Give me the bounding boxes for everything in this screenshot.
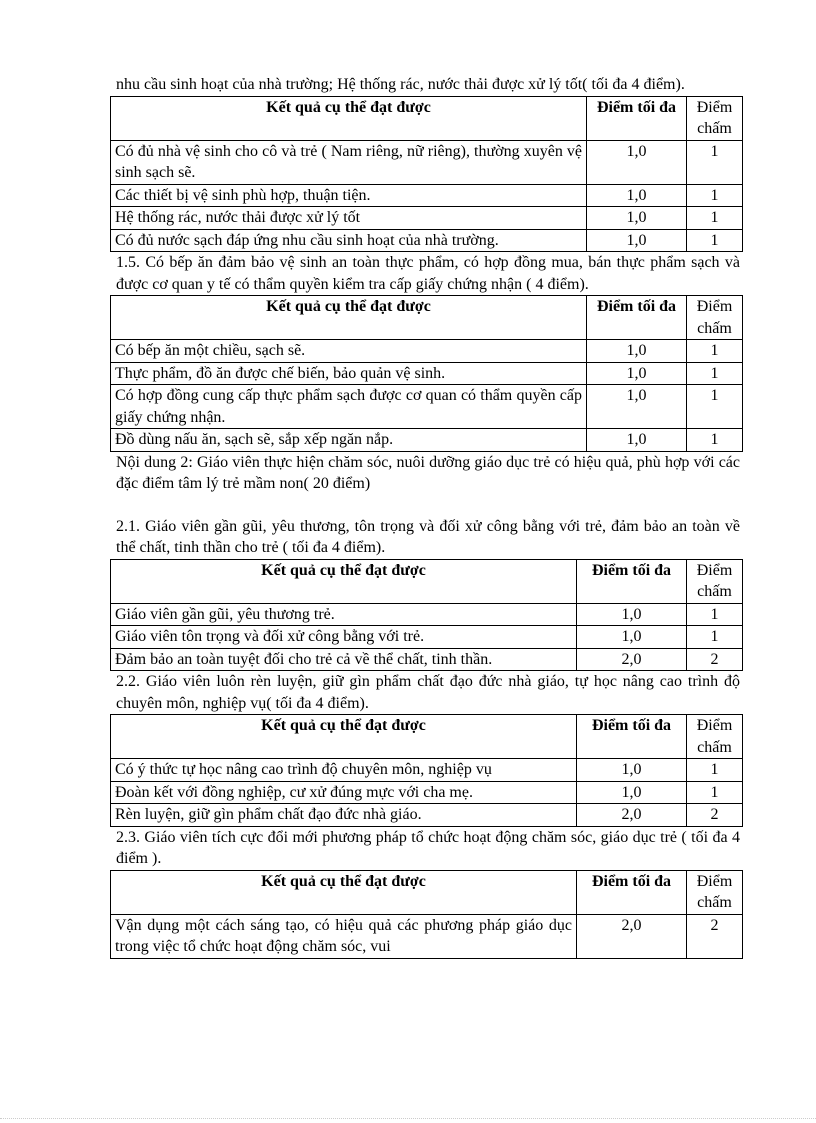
header-max-score: Điểm tối đa bbox=[577, 715, 687, 759]
row-criterion: Thực phẩm, đồ ăn được chế biến, bảo quản vệ sinh. bbox=[111, 362, 587, 385]
row-max-score: 1,0 bbox=[577, 781, 687, 804]
row-graded-score: 1 bbox=[687, 429, 743, 452]
table-row bbox=[111, 184, 743, 207]
row-graded-score: 1 bbox=[687, 340, 743, 363]
header-result: Kết quả cụ thể đạt được bbox=[111, 96, 587, 140]
row-criterion: Vận dụng một cách sáng tạo, có hiệu quả các phương pháp giáo dục trong việc tổ chức hoạt động chăm sóc, vui bbox=[111, 914, 577, 958]
header-result: Kết quả cụ thể đạt được bbox=[111, 715, 577, 759]
row-max-score: 1,0 bbox=[587, 229, 687, 252]
row-criterion: Có đủ nước sạch đáp ứng nhu cầu sinh hoạt của nhà trường. bbox=[111, 229, 587, 252]
row-graded-score: 1 bbox=[687, 184, 743, 207]
row-graded-score: 1 bbox=[687, 229, 743, 252]
row-max-score: 1,0 bbox=[587, 140, 687, 184]
row-graded-score: 1 bbox=[687, 603, 743, 626]
page-bottom-rule bbox=[0, 1118, 816, 1119]
header-graded-score: Điểm chấm bbox=[687, 296, 743, 340]
row-max-score: 2,0 bbox=[577, 804, 687, 827]
table-row bbox=[111, 140, 743, 184]
row-criterion: Đồ dùng nấu ăn, sạch sẽ, sắp xếp ngăn nắp. bbox=[111, 429, 587, 452]
content-2-heading: Nội dung 2: Giáo viên thực hiện chăm sóc, nuôi dưỡng giáo dục trẻ có hiệu quả, phù hợp với các đặc điểm tâm lý trẻ mầm non( 20 điểm) bbox=[116, 453, 740, 492]
section-2-3: 2.3. Giáo viên tích cực đổi mới phương pháp tổ chức hoạt động chăm sóc, giáo dục trẻ ( tối đa 4 điểm ). bbox=[116, 828, 740, 867]
table-teacher-care bbox=[110, 559, 743, 672]
table-header-row bbox=[111, 296, 743, 340]
row-criterion: Giáo viên tôn trọng và đối xử công bằng với trẻ. bbox=[111, 626, 577, 649]
table-row bbox=[111, 781, 743, 804]
document-page bbox=[116, 74, 740, 959]
row-max-score: 2,0 bbox=[577, 648, 687, 671]
table-header-row bbox=[111, 870, 743, 914]
table-row bbox=[111, 385, 743, 429]
table-row bbox=[111, 804, 743, 827]
table-teaching-methods bbox=[110, 870, 743, 959]
header-graded-score: Điểm chấm bbox=[687, 96, 743, 140]
table-sanitation bbox=[110, 96, 743, 253]
header-result: Kết quả cụ thể đạt được bbox=[111, 296, 587, 340]
row-graded-score: 1 bbox=[687, 759, 743, 782]
row-criterion: Có hợp đồng cung cấp thực phẩm sạch được cơ quan có thẩm quyền cấp giấy chứng nhận. bbox=[111, 385, 587, 429]
header-result: Kết quả cụ thể đạt được bbox=[111, 870, 577, 914]
row-criterion: Có bếp ăn một chiều, sạch sẽ. bbox=[111, 340, 587, 363]
table-row bbox=[111, 914, 743, 958]
table-row bbox=[111, 603, 743, 626]
row-criterion: Đoàn kết với đồng nghiệp, cư xử đúng mực với cha mẹ. bbox=[111, 781, 577, 804]
table-row bbox=[111, 229, 743, 252]
table-kitchen bbox=[110, 295, 743, 452]
row-max-score: 1,0 bbox=[577, 603, 687, 626]
table-row bbox=[111, 207, 743, 230]
table-header-row bbox=[111, 559, 743, 603]
row-graded-score: 1 bbox=[687, 362, 743, 385]
header-max-score: Điểm tối đa bbox=[577, 870, 687, 914]
row-criterion: Các thiết bị vệ sinh phù hợp, thuận tiện. bbox=[111, 184, 587, 207]
section-2-1: 2.1. Giáo viên gần gũi, yêu thương, tôn trọng và đối xử công bằng với trẻ, đảm bảo an toàn về thể chất, tinh thần cho trẻ ( tối đa 4 điểm). bbox=[116, 517, 740, 556]
table-row bbox=[111, 362, 743, 385]
row-graded-score: 2 bbox=[687, 804, 743, 827]
header-max-score: Điểm tối đa bbox=[587, 96, 687, 140]
section-2-2: 2.2. Giáo viên luôn rèn luyện, giữ gìn phẩm chất đạo đức nhà giáo, tự học nâng cao trình độ chuyên môn, nghiệp vụ( tối đa 4 điểm). bbox=[116, 673, 740, 712]
row-criterion: Có đủ nhà vệ sinh cho cô và trẻ ( Nam riêng, nữ riêng), thường xuyên vệ sinh sạch sẽ. bbox=[111, 140, 587, 184]
table-row bbox=[111, 648, 743, 671]
row-max-score: 1,0 bbox=[587, 385, 687, 429]
row-criterion: Giáo viên gần gũi, yêu thương trẻ. bbox=[111, 603, 577, 626]
intro-paragraph: nhu cầu sinh hoạt của nhà trường; Hệ thống rác, nước thải được xử lý tốt( tối đa 4 điểm). bbox=[116, 76, 685, 93]
row-max-score: 1,0 bbox=[577, 759, 687, 782]
table-header-row bbox=[111, 715, 743, 759]
row-max-score: 1,0 bbox=[587, 340, 687, 363]
header-graded-score: Điểm chấm bbox=[687, 870, 743, 914]
table-row bbox=[111, 759, 743, 782]
table-row bbox=[111, 429, 743, 452]
row-max-score: 1,0 bbox=[587, 362, 687, 385]
row-criterion: Đảm bảo an toàn tuyệt đối cho trẻ cả về thể chất, tinh thần. bbox=[111, 648, 577, 671]
table-teacher-ethics bbox=[110, 714, 743, 827]
header-graded-score: Điểm chấm bbox=[687, 715, 743, 759]
table-row bbox=[111, 340, 743, 363]
header-max-score: Điểm tối đa bbox=[587, 296, 687, 340]
row-graded-score: 2 bbox=[687, 914, 743, 958]
row-graded-score: 1 bbox=[687, 781, 743, 804]
row-graded-score: 1 bbox=[687, 385, 743, 429]
row-graded-score: 1 bbox=[687, 140, 743, 184]
row-max-score: 1,0 bbox=[587, 207, 687, 230]
row-max-score: 2,0 bbox=[577, 914, 687, 958]
table-header-row bbox=[111, 96, 743, 140]
row-criterion: Hệ thống rác, nước thải được xử lý tốt bbox=[111, 207, 587, 230]
row-max-score: 1,0 bbox=[587, 184, 687, 207]
header-max-score: Điểm tối đa bbox=[577, 559, 687, 603]
row-graded-score: 1 bbox=[687, 626, 743, 649]
section-1-5: 1.5. Có bếp ăn đảm bảo vệ sinh an toàn thực phẩm, có hợp đồng mua, bán thực phẩm sạch và được cơ quan y tế có thẩm quyền kiểm tra cấp giấy chứng nhận ( 4 điểm). bbox=[116, 254, 740, 293]
row-graded-score: 1 bbox=[687, 207, 743, 230]
header-graded-score: Điểm chấm bbox=[687, 559, 743, 603]
row-criterion: Rèn luyện, giữ gìn phẩm chất đạo đức nhà giáo. bbox=[111, 804, 577, 827]
row-criterion: Có ý thức tự học nâng cao trình độ chuyên môn, nghiệp vụ bbox=[111, 759, 577, 782]
header-result: Kết quả cụ thể đạt được bbox=[111, 559, 577, 603]
row-graded-score: 2 bbox=[687, 648, 743, 671]
row-max-score: 1,0 bbox=[587, 429, 687, 452]
row-max-score: 1,0 bbox=[577, 626, 687, 649]
table-row bbox=[111, 626, 743, 649]
